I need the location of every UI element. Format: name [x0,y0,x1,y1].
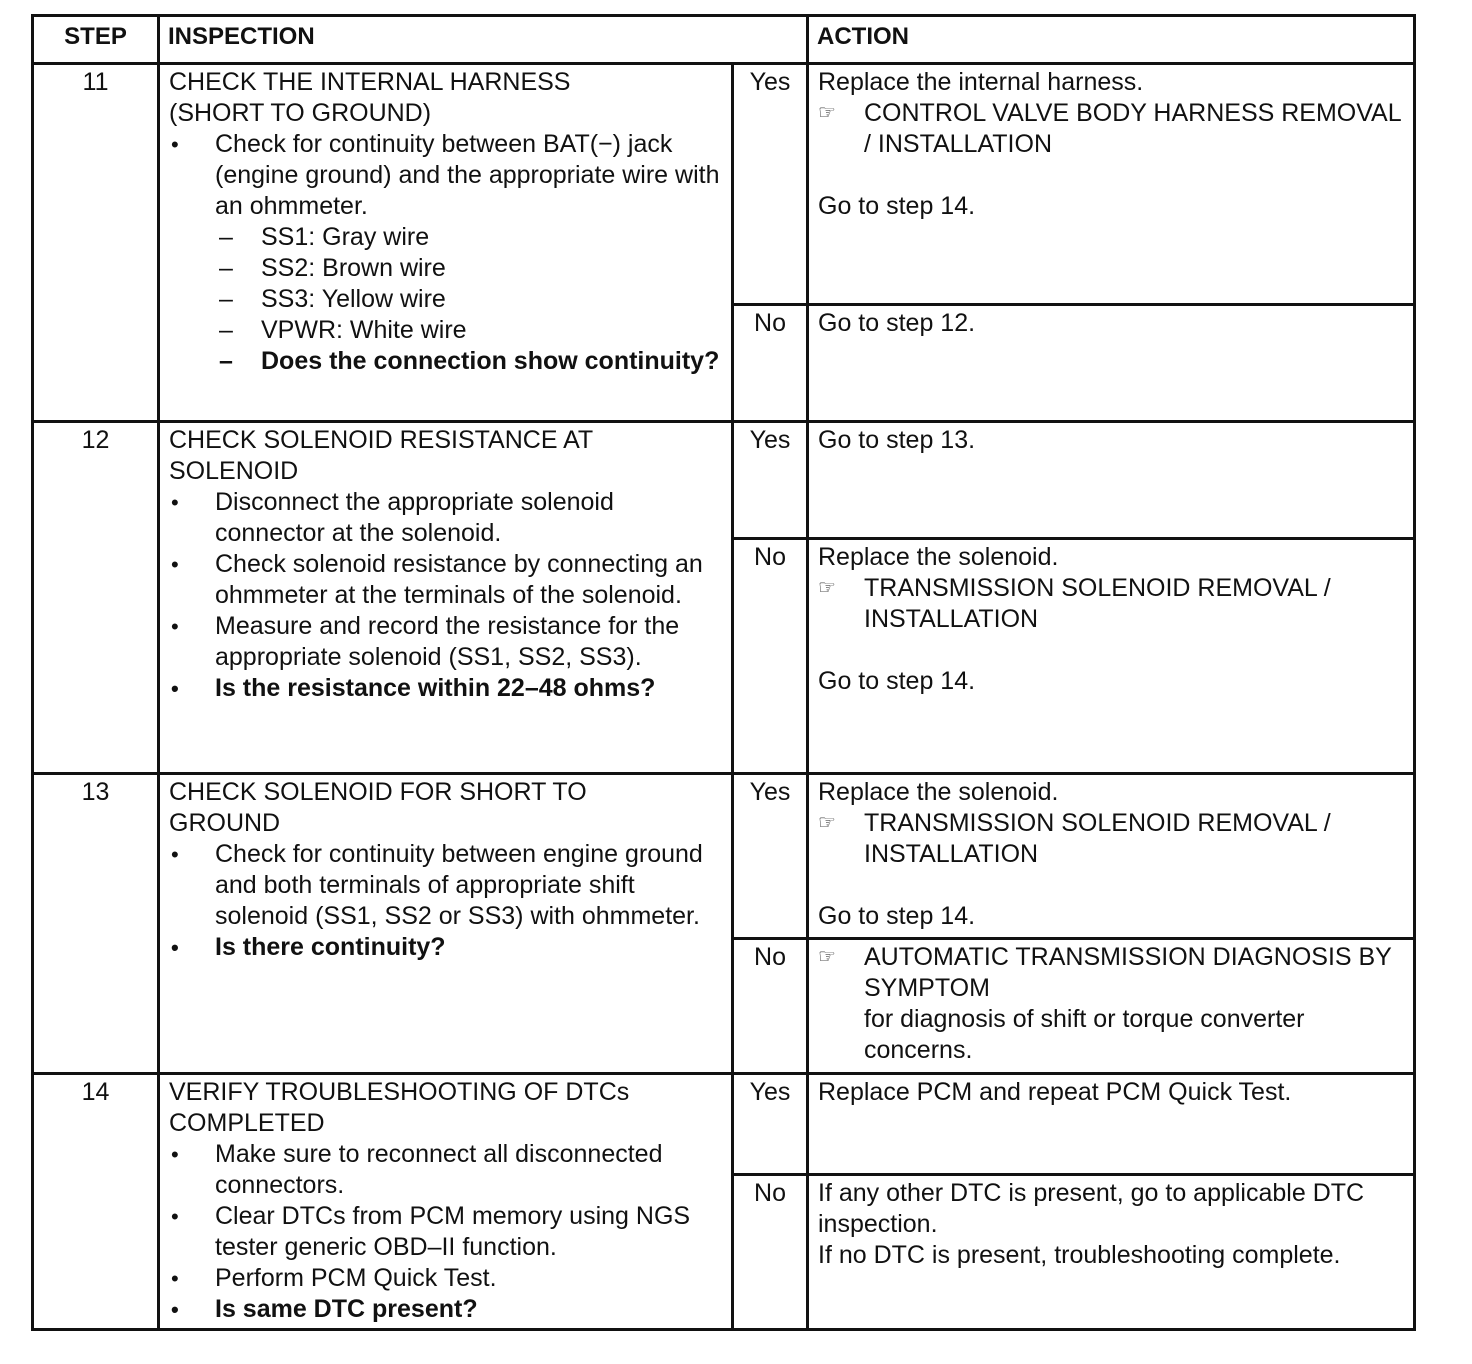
inspection-cell [159,422,733,774]
action-text: Replace the solenoid. [818,778,1059,806]
pointing-hand-icon: ☞ [818,946,836,968]
bullet-item: • Measure and record the resistance for the appropriate solenoid (SS1, SS2, SS3). [169,611,723,673]
no-label: No [733,1175,808,1330]
reference-link: ☞ CONTROL VALVE BODY HARNESS REMOVAL / INSTALLATION [818,99,1401,158]
step-number: 12 [33,422,159,774]
action-cell [808,1175,1415,1330]
action-text: If any other DTC is present, go to applicable DTC inspection. [818,1179,1365,1238]
table-row [33,422,1415,539]
header-action: ACTION [808,16,1415,64]
bullet-item: • Make sure to reconnect all disconnected connectors. [169,1139,723,1201]
reference-link: ☞ AUTOMATIC TRANSMISSION DIAGNOSIS BY SYMPTOM [818,943,1392,1002]
bullet-item: • Check solenoid resistance by connecting an ohmmeter at the terminals of the solenoid. [169,549,723,611]
bullet-item: • Check for continuity between engine ground and both terminals of appropriate shift solenoid (SS1, SS2 or SS3) with ohmmeter. [169,839,723,932]
yes-label: Yes [733,774,808,939]
header-row [33,16,1415,64]
action-cell [808,1074,1415,1175]
pointing-hand-icon: ☞ [818,577,836,599]
action-cell [808,539,1415,774]
bullet-item: • Disconnect the appropriate solenoid connector at the solenoid. [169,487,723,549]
yes-label: Yes [733,1074,808,1175]
bullet-item: • Check for continuity between BAT(−) jack (engine ground) and the appropriate wire with an ohmmeter. [169,129,723,222]
reference-link: ☞ TRANSMISSION SOLENOID REMOVAL / INSTALLATION [818,574,1331,633]
table-row [33,1074,1415,1175]
question: – Does the connection show continuity? [219,347,720,375]
no-label: No [733,305,808,422]
inspection-cell [159,774,733,1074]
table-row [33,64,1415,305]
no-label: No [733,939,808,1074]
step-title: CHECK SOLENOID RESISTANCE AT SOLENOID [169,426,594,485]
step-number: 11 [33,64,159,422]
action-text: Replace the internal harness. [818,68,1144,96]
action-text: Replace PCM and repeat PCM Quick Test. [818,1078,1292,1106]
header-step: STEP [33,16,159,64]
goto-text: Go to step 12. [818,309,976,337]
inspection-cell [159,64,733,422]
step-title: CHECK THE INTERNAL HARNESS (SHORT TO GROUND) [169,68,571,127]
action-cell [808,939,1415,1074]
action-cell [808,305,1415,422]
inspection-cell [159,1074,733,1330]
step-title: VERIFY TROUBLESHOOTING OF DTCs COMPLETED [169,1078,630,1137]
dash-item: – VPWR: White wire [219,316,467,344]
bullet-item: • Perform PCM Quick Test. [169,1263,723,1294]
reference-link: ☞ TRANSMISSION SOLENOID REMOVAL / INSTALLATION [818,809,1331,868]
bullet-item: • Clear DTCs from PCM memory using NGS tester generic OBD–II function. [169,1201,723,1263]
question: • Is there continuity? [169,932,723,963]
dash-item: – SS1: Gray wire [219,223,430,251]
action-cell [808,774,1415,939]
step-number: 13 [33,774,159,1074]
no-label: No [733,539,808,774]
action-cell [808,64,1415,305]
goto-text: Go to step 14. [818,192,976,220]
step-number: 14 [33,1074,159,1330]
question: • Is the resistance within 22–48 ohms? [169,673,723,704]
dash-item: – SS3: Yellow wire [219,285,446,313]
diagnostic-table [31,14,1416,1331]
action-cell [808,422,1415,539]
pointing-hand-icon: ☞ [818,812,836,834]
yes-label: Yes [733,64,808,305]
yes-label: Yes [733,422,808,539]
dash-item: – SS2: Brown wire [219,254,446,282]
table-row [33,774,1415,939]
question: • Is same DTC present? [169,1294,723,1325]
header-inspection: INSPECTION [159,16,808,64]
action-note: for diagnosis of shift or torque converter concerns. [864,1005,1305,1064]
goto-text: Go to step 13. [818,426,976,454]
pointing-hand-icon: ☞ [818,102,836,124]
goto-text: Go to step 14. [818,902,976,930]
action-text: Replace the solenoid. [818,543,1059,571]
goto-text: Go to step 14. [818,667,976,695]
action-text: If no DTC is present, troubleshooting complete. [818,1241,1341,1269]
step-title: CHECK SOLENOID FOR SHORT TO GROUND [169,778,587,837]
